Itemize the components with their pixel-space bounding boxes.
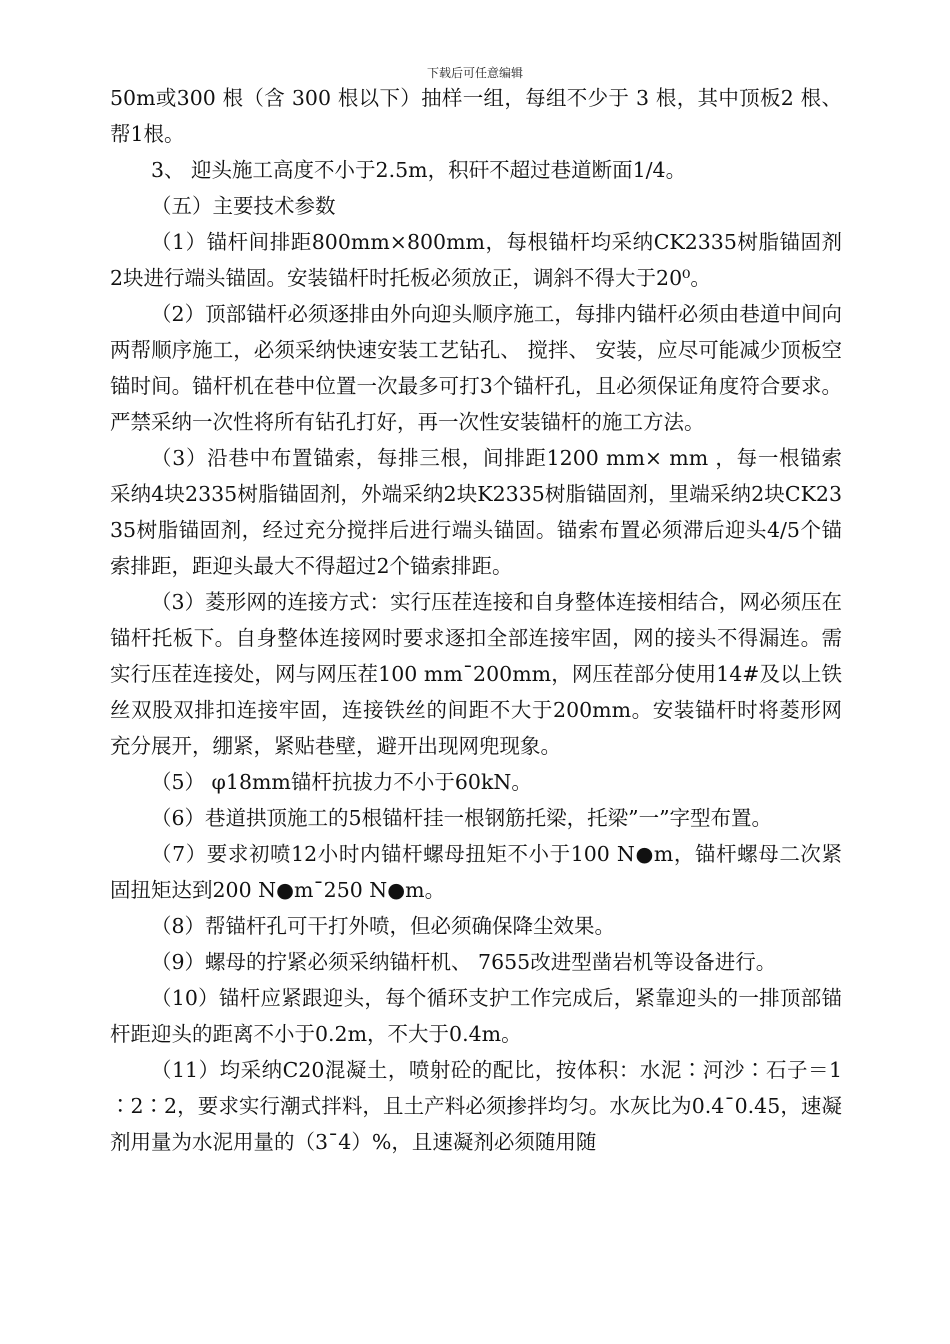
paragraph-10: （7）要求初喷12小时内锚杆螺母扭矩不小于100 N●m，锚杆螺母二次紧固扭矩达到200 N●m¯250 N●m。 (110, 842, 842, 902)
paragraph-11: （8）帮锚杆孔可干打外喷，但必须确保降尘效果。 (151, 914, 616, 938)
paragraph-1: 50m或300 根（含 300 根以下）抽样一组，每组不少于 3 根，其中顶板2 根、帮1根。 (110, 86, 842, 146)
paragraph-2: 3、 迎头施工高度不小于2.5m，积矸不超过巷道断面1/4。 (151, 158, 687, 182)
paragraph-7: （3）菱形网的连接方式：实行压茬连接和自身整体连接相结合，网必须压在锚杆托板下。自身整体连接网时要求逐扣全部连接牢固，网的接头不得漏连。需实行压茬连接处，网与网压茬100 mm¯200mm，网压茬部分使用14#及以上铁丝双股双排扣连接牢固，连接铁丝的间距不大于200mm。安装锚杆时将菱形网充分展开，绷紧，紧贴巷壁，避开出现网兜现象。 (110, 590, 842, 758)
paragraph-12: （9）螺母的拧紧必须采纳锚杆机、 7655改进型凿岩机等设备进行。 (151, 950, 777, 974)
paragraph-4: （1）锚杆间排距800mm×800mm，每根锚杆均采纳CK2335树脂锚固剂2块进行端头锚固。安装锚杆时托板必须放正，调斜不得大于20⁰。 (110, 230, 842, 290)
document-body (110, 80, 842, 1160)
paragraph-9: （6）巷道拱顶施工的5根锚杆挂一根钢筋托梁，托梁”一”字型布置。 (151, 806, 773, 830)
paragraph-14: （11）均采纳C20混凝土，喷射砼的配比，按体积：水泥∶河沙∶石子＝1∶2∶2，要求实行潮式拌料，且土产料必须掺拌均匀。水灰比为0.4¯0.45，速凝剂用量为水泥用量的（3¯4）%，且速凝剂必须随用随 (110, 1058, 842, 1154)
paragraph-13: （10）锚杆应紧跟迎头，每个循环支护工作完成后，紧靠迎头的一排顶部锚杆距迎头的距离不小于0.2m，不大于0.4m。 (110, 986, 842, 1046)
paragraph-6: （3）沿巷中布置锚索，每排三根，间排距1200 mm× mm ，每一根锚索采纳4块2335树脂锚固剂，外端采纳2块K2335树脂锚固剂，里端采纳2块CK2335树脂锚固剂，经过充分搅拌后进行端头锚固。锚索布置必须滞后迎头4/5个锚索排距，距迎头最大不得超过2个锚索排距。 (110, 446, 842, 578)
section-heading: （五）主要技术参数 (151, 194, 336, 218)
page-header: 下载后可任意编辑 (426, 66, 523, 80)
paragraph-8: （5） φ18mm锚杆抗拔力不小于60kN。 (151, 770, 532, 794)
paragraph-5: （2）顶部锚杆必须逐排由外向迎头顺序施工，每排内锚杆必须由巷道中间向两帮顺序施工，必须采纳快速安装工艺钻孔、 搅拌、 安装，应尽可能减少顶板空锚时间。锚杆机在巷中位置一次最多可打3个锚杆孔，且必须保证角度符合要求。严禁采纳一次性将所有钻孔打好，再一次性安装锚杆的施工方法。 (110, 302, 842, 434)
